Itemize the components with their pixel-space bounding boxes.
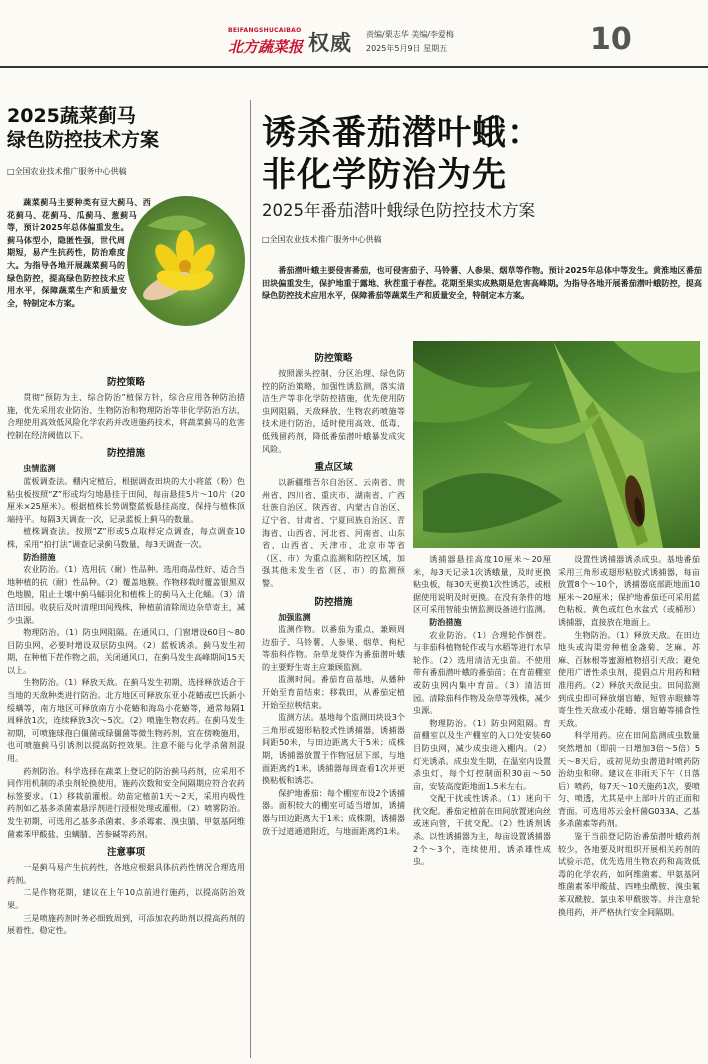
left-monitor-heading: 虫情监测: [23, 463, 56, 474]
right-strategy-heading: 防控策略: [314, 353, 353, 364]
left-monitor-1: 蓝板调查法。棚内定植后，根据调查田块的大小将蓝（粉）色粘虫板按照“Z”形或均匀地悬挂于田间，每亩悬挂5片～10片（20厘米×25厘米）。根据植株长势调整蓝板悬挂高度，保持与植株顶端持平。每隔3天调查一次，记录蓝板上蓟马的数量。: [7, 475, 245, 524]
left-article-byline: □全国农业技术推广服务中心供稿: [7, 167, 127, 176]
tomato-leaf-icon: [413, 341, 700, 548]
right-col-c: [558, 553, 700, 918]
editors: 责编/栗志华 美编/李爱梅: [366, 30, 454, 39]
right-article-subtitle: 2025年番茄潜叶蛾绿色防控技术方案: [262, 201, 535, 220]
left-strategy-text: 贯彻“预防为主、综合防治”植保方针，综合应用各种防治措施，优先采用农业防治、生物防治和物理防治等非化学防治方法，合理使用高效低风险化学农药并改进施药技术，将蔬菜蓟马的危害控制在经济阈值以下。: [7, 392, 245, 440]
left-chem-control: 药剂防治。科学选择在蔬菜上登记的防治蓟马药剂，应采用不同作用机制的杀虫剂轮换使用，施药次数和安全间隔期应符合农药标签要求。（1）移栽前灌根。幼苗定植前1天～2天，采用内吸性药剂如乙基多杀菌素悬浮剂进行浸根处理或灌根。（2）喷雾防治。发生初期，可选用乙基多杀菌素、多杀霉素、溴虫腈、甲氨基阿维菌素苯甲酸盐、虫螨腈、苦参碱等药剂。: [7, 765, 245, 839]
masthead-pinyin: BEIFANGSHUCAIBAO: [228, 27, 302, 34]
left-bio-control: 生物防治。（1）释放天敌。在蓟马发生初期，选择释放适合于当地的天敌种类进行防治。北方地区可释放东亚小花蝽或巴氏新小绥螨等，南方地区可释放南方小花蝽和海岛小花蝽等，通常每隔1周释放1次，连续释放3次～5次。（2）喷施生物农药。在蓟马发生初期，可喷施球孢白僵菌或绿僵菌等微生物药剂，宜在傍晚施用，也可喷施蓟马引诱剂以提高防控效果。注意不能与化学杀菌剂混用。: [7, 677, 245, 764]
left-agri-control: 农业防治。（1）选用抗（耐）性品种。选用商品性好、适合当地种植的抗（耐）性品种。（2）覆盖地膜。作物移栽时覆盖银黑双色地膜，阻止土壤中蓟马蛹羽化和植株上的蓟马入土化蛹。（3）清洁田园。收获后及时清理田间残株，种植前清除周边杂草寄主，减少虫源。: [7, 564, 245, 625]
right-monitor-field: 保护地番茄：每个棚室布设2个诱捕器。面积较大的棚室可适当增加，诱捕器与田边距离大于1米；成株期，诱捕器放于过道通道附近，与地面距离约1米。: [262, 787, 405, 836]
left-photo: [127, 196, 245, 326]
masthead-rule: [0, 66, 708, 68]
left-physical-control: 物理防治。（1）防虫网阻隔。在通风口、门窗增设60目～80目防虫网，必要时增设双层防虫网。（2）蓝板诱杀。蓟马发生初期，在种植下茬作物之前，关闭通风口，在蓟马发生高峰期间15天以上。: [7, 627, 245, 675]
right-strategy-text: 按照源头控制、分区治理、绿色防控的防治策略，加强性诱监测，落实清洁生产等非化学防控措施，优先使用防虫网阻隔、天敌释放、生物农药喷施等技术进行防治，适时使用高效、低毒、低残留药剂，降低番茄潜叶蛾暴发成灾风险。: [262, 368, 405, 454]
right-monitor-scope: 监测作物。以番茄为重点，兼顾周边茄子、马铃薯、人参果、烟草、枸杞等茄科作物。杂草龙葵作为番茄潜叶蛾的主要野生寄主应兼顾监测。: [262, 624, 405, 672]
right-article-header: [262, 112, 702, 245]
left-article-title-line2: 绿色防控技术方案: [7, 129, 160, 151]
masthead: [0, 0, 708, 74]
right-intro: 番茄潜叶蛾主要侵害番茄，也可侵害茄子、马铃薯、人参果、烟草等作物。预计2025年总体中等发生。黄淮地区番茄田块偏重发生，保护地重于露地、秋茬重于春茬。花期至果实成熟期是危害高峰期。为指导各地开展番茄潜叶蛾防控，提高绿色防控技术应用水平，保障番茄等蔬菜生产和质量安全，特制定本方案。: [262, 265, 702, 301]
left-article: [7, 104, 245, 177]
right-article-title-line2: 非化学防治为先: [262, 155, 507, 195]
section-name: 权威: [308, 31, 352, 55]
right-monitor-method: 监测方法。基地每个监测田块设3个三角形或翅形粘胶式性诱捕器，诱捕器间距50米，与田边距离大于5米；成株期，诱捕器放置于作物冠层下部，与地面距离约1米，诱捕器每周查看1次并更换粘板和诱芯。: [262, 712, 405, 786]
left-article-title-line1: 2025蔬菜蓟马: [7, 105, 136, 127]
left-notes-heading: 注意事项: [106, 847, 145, 859]
cucumber-flower-icon: [127, 196, 245, 326]
left-intro: [7, 196, 245, 366]
right-monitor-time: 监测时间。番茄育苗基地，从播种开始至育苗结束；移栽田，从番茄定植开始至拉秧结束。: [262, 674, 405, 710]
right-photo: [413, 341, 700, 548]
left-methods-heading: 防治措施: [23, 551, 56, 562]
left-intro-text: 蔬菜蓟马主要种类有豆大蓟马、西花蓟马、花蓟马、瓜蓟马、葱蓟马等，预计2025年总体偏重发生。蓟马体型小，隐匿性强，世代周期短，易产生抗药性，防治难度大。为指导各地开展蔬菜蓟马的绿色防控，提高绿色防控技术应用水平，保障蔬菜生产和质量安全，特制定本方案。: [7, 197, 151, 308]
right-monitor-record: 诱捕器悬挂高度10厘米～20厘米，每3天记录1次诱蛾量，及时更换粘虫板，每30天更换1次性诱芯，或根据使用说明及时更换。在没有条件的地区可采用智能虫情监测设备进行监测。: [413, 554, 551, 615]
left-note-2: 二是作物花期，建议在上午10点前进行施药，以提高防治效果。: [7, 887, 245, 910]
left-note-3: 三是喷施药剂时务必细致周到，可添加农药助剂以提高药剂的展着性、稳定性。: [7, 912, 245, 936]
issue-date: 2025年5月9日 星期五: [366, 44, 448, 53]
right-control-physical: 物理防治。（1）防虫网阻隔。育苗棚室以及生产棚室的入口处安装60目防虫网，减少成虫进入棚内。（2）灯光诱杀。成虫发生期，在温室内设置杀虫灯，每个灯控制面积30亩～50亩，安装高度距地面1.5米左右。: [413, 717, 551, 791]
right-article-title-line1: 诱杀番茄潜叶蛾：: [262, 113, 542, 153]
right-control-sex: 交配干扰或性诱杀。（1）迷向干扰交配。番茄定植前在田间放置迷向丝或迷向管，干扰交配。（2）性诱剂诱杀。以性诱捕器为主，每亩设置诱捕器2个～3个，连续使用，诱杀雄性成虫。: [413, 793, 551, 867]
right-control-agri: 农业防治。（1）合理轮作倒茬。与非茄科植物轮作或与水稻等进行水旱轮作。（2）选用清洁无虫苗。不使用带有番茄潜叶蛾的番茄苗；在育苗棚室或防虫网内集中育苗。（3）清洁田园。清除茄科作物及杂草等残株，减少虫源。: [413, 629, 551, 716]
right-control-bio: 生物防治。（1）释放天敌。在田边地头或沟渠旁种植金盏菊、芝麻、苏麻、百脉根等蜜源植物招引天敌；避免使用广谱性杀虫剂，提倡点片用药和精准用药。（2）释放天敌昆虫。田间监测到成虫即可释放烟盲蝽、短管赤眼蜂等寄生性天敌或小花蝽、烟盲蝽等捕食性天敌。: [558, 629, 700, 728]
page-number: 10: [590, 22, 632, 57]
right-article-byline: □全国农业技术推广服务中心供稿: [262, 235, 382, 244]
right-measures-heading: 防控措施: [314, 596, 353, 608]
right-control-trap: 设置性诱捕器诱杀成虫。基地番茄采用三角形或翅形粘胶式诱捕器，每亩放置8个～10个，诱捕器底部距地面10厘米～20厘米；保护地番茄还可采用蓝色粘板、黄色或红色水盆式（或桶形）诱捕器，直接放在地面上。: [558, 554, 700, 627]
newspaper-name-logo: 北方蔬菜报: [228, 38, 304, 56]
right-col-a: [262, 346, 405, 837]
column-divider: [250, 100, 251, 1058]
right-control-note: 鉴于当前登记防治番茄潜叶蛾药剂较少，各地要及时组织开展相关药剂的试验示范，优先选用生物农药和高效低毒的化学农药，如阿维菌素、甲氨基阿维菌素苯甲酸盐、四唑虫酰胺、溴虫氟苯双酰胺、氯虫苯甲酰胺等。并注意轮换用药，并严格执行安全间隔期。: [558, 831, 700, 917]
right-control-heading: 防治措施: [429, 616, 462, 627]
left-monitor-2: 植株调查法。按照“Z”形或5点取样定点调查，每点调查10株，采用“拍打法”调查记录蓟马数量，每3天调查一次。: [7, 526, 245, 549]
right-regions-heading: 重点区域: [314, 462, 353, 474]
left-strategy-heading: 防控策略: [106, 377, 145, 388]
right-regions-text: 以新疆维吾尔自治区、云南省、贵州省、四川省、重庆市、湖南省、广西壮族自治区、陕西省、内蒙古自治区、辽宁省、甘肃省、宁夏回族自治区、青海省、山西省、河北省、河南省、山东省、山西省、天津市、北京市等省（区、市）为重点监测和防控区域，加强其他未发生省（区、市）的监测预警。: [262, 477, 405, 588]
right-monitor-heading: 加强监测: [278, 611, 311, 622]
left-note-1: 一是蓟马易产生抗药性，各地应根据具体抗药性情况合理选用药剂。: [7, 862, 245, 885]
right-control-chem: 科学用药。应在田间监测成虫数量突然增加（即前一日增加3倍～5倍）5天～8天后，或初见幼虫潜道时喷药防治幼虫和卵。建议在非雨天下午（日落后）喷药，每7天～10天施药1次，要喷匀、喷透，尤其是中上部叶片的正面和背面。可选用苏云金杆菌G033A、乙基多杀菌素等药剂。: [558, 730, 701, 829]
left-measures-heading: 防控措施: [106, 448, 145, 460]
left-body: [7, 370, 245, 937]
right-col-b: [413, 553, 551, 868]
